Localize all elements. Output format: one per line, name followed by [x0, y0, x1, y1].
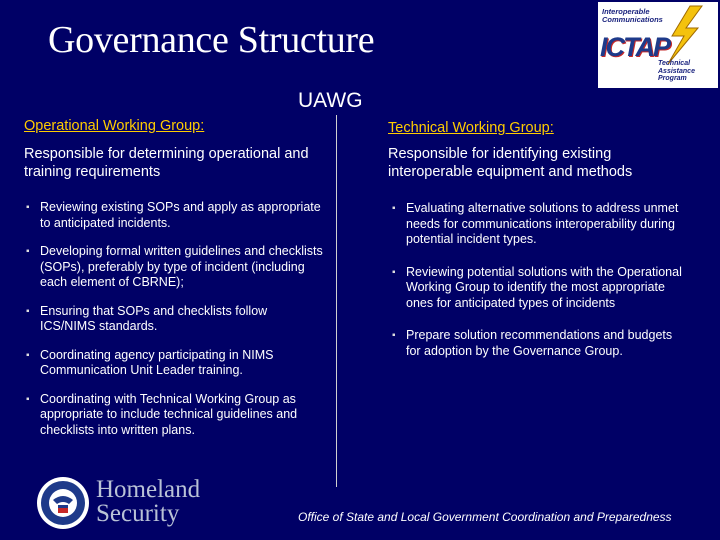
ictap-logo	[598, 2, 718, 88]
footer-office-text: Office of State and Local Government Coordination and Preparedness	[298, 510, 672, 524]
page-title: Governance Structure	[48, 19, 375, 61]
bullet-dot-icon: ▪	[26, 246, 30, 257]
logo-text-top: Interoperable Communications	[602, 7, 663, 24]
right-column-title: Technical Working Group:	[388, 120, 554, 136]
right-column-description: Responsible for identifying existing interoperable equipment and methods	[388, 146, 633, 180]
left-column-description: Responsible for determining operational and training requirements	[24, 146, 309, 180]
bullet-dot-icon: ▪	[392, 203, 396, 214]
dhs-seal-icon	[36, 476, 90, 530]
bullet-dot-icon: ▪	[26, 393, 30, 405]
list-item: ▪ Coordinating with Technical Working Group as appropriate to include technical guidelines and checklists into written plans.	[26, 391, 298, 437]
left-column-title: Operational Working Group:	[24, 118, 205, 134]
bullet-dot-icon: ▪	[26, 202, 30, 213]
list-item: ▪ Evaluating alternative solutions to address unmet needs for communications interoperability during potential incident types.	[392, 201, 679, 246]
list-item: ▪ Coordinating agency participating in NIMS Communication Unit Leader training.	[26, 347, 274, 377]
subtitle: UAWG	[298, 89, 363, 112]
column-divider	[336, 115, 337, 487]
bullet-dot-icon: ▪	[26, 305, 30, 317]
list-item: ▪ Reviewing potential solutions with the Operational Working Group to identify the most appropriate ones for anticipated types of incidents	[392, 264, 682, 310]
list-item: ▪ Prepare solution recommendations and budgets for adoption by the Governance Group.	[392, 328, 673, 358]
list-item: ▪ Developing formal written guidelines and checklists (SOPs), preferably by type of incident (including each element of CBRNE);	[26, 244, 323, 289]
bullet-dot-icon: ▪	[392, 330, 396, 341]
bullet-dot-icon: ▪	[392, 266, 396, 278]
logo-text-bottom: Technical Assistance Program	[658, 60, 695, 82]
logo-wordmark: ICTAP	[600, 32, 669, 62]
list-item: ▪ Reviewing existing SOPs and apply as appropriate to anticipated incidents.	[26, 200, 321, 230]
right-bullet-list	[390, 201, 690, 376]
homeland-security-logo: Homeland Security	[96, 476, 201, 527]
bullet-dot-icon: ▪	[26, 349, 30, 361]
list-item: ▪ Ensuring that SOPs and checklists follow ICS/NIMS standards.	[26, 303, 268, 333]
left-bullet-list	[24, 200, 326, 451]
